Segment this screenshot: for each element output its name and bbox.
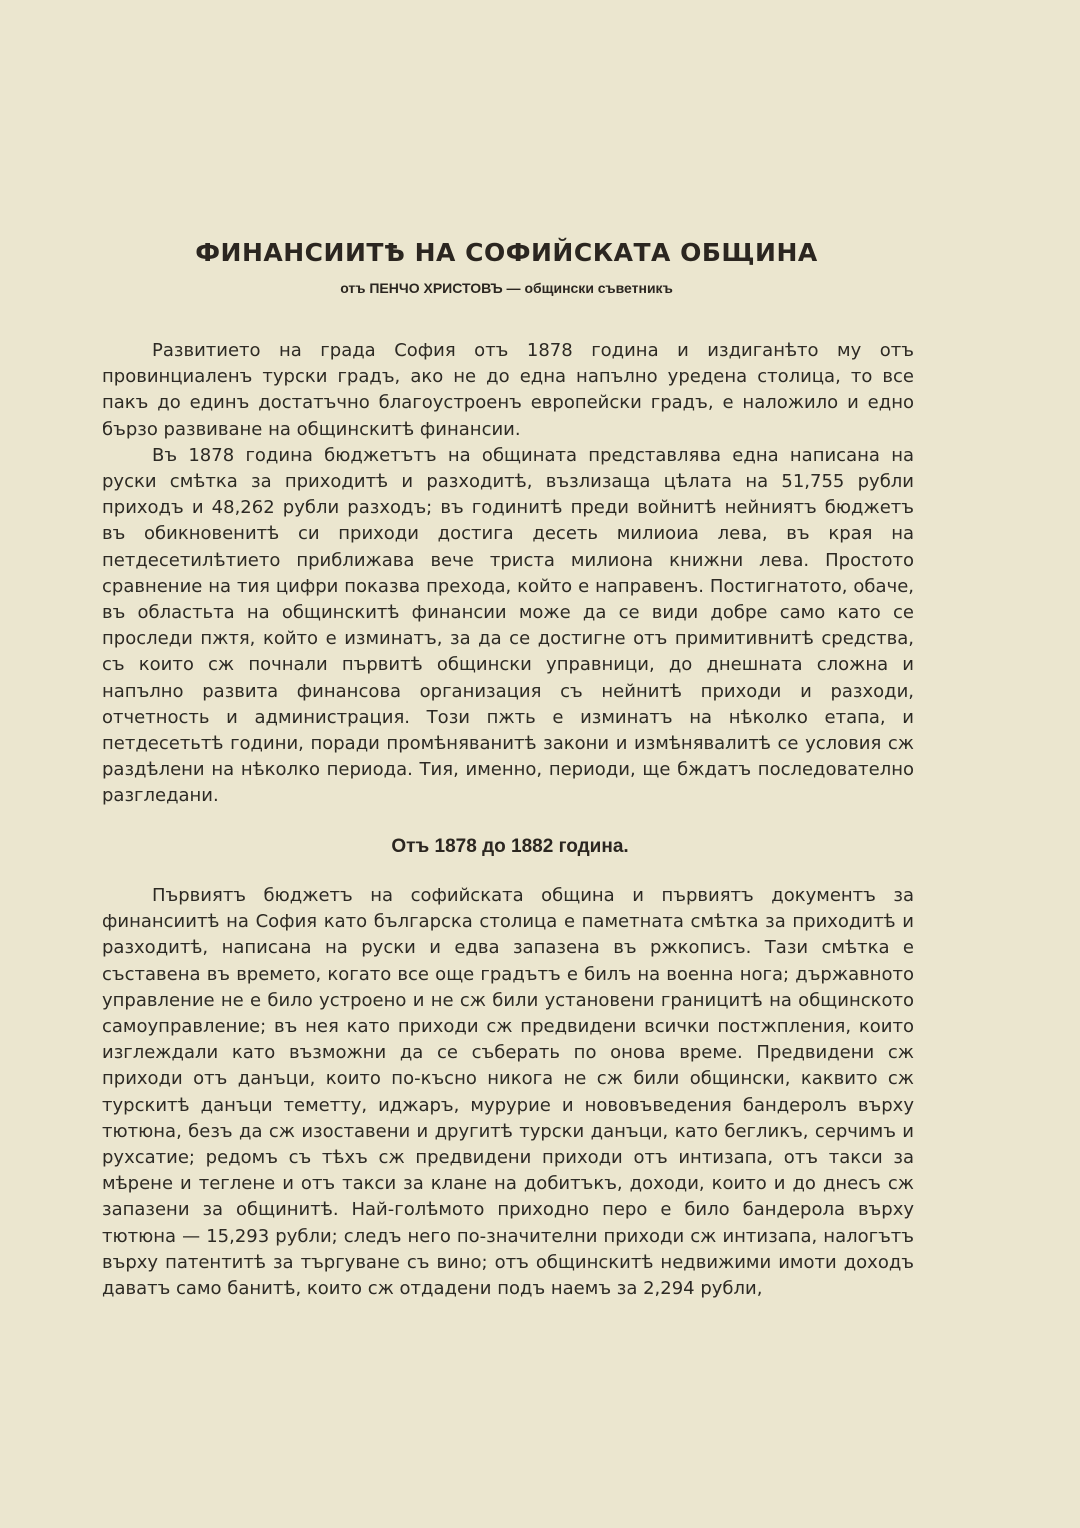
intro-text — [102, 338, 914, 810]
paragraph-budget-1878: Въ 1878 година бюджетътъ на общината представлява една написана на руски смѣтка за приходитѣ и разходитѣ, възлизаща цѣлата на 51,755 рубли приходъ и 48,262 рубли разходъ; въ годинитѣ преди войнитѣ нейниятъ бюджетъ въ обикновенитѣ си приходи достига десеть милиоиа лева, въ края на петдесетилѣтието приближава вече триста милиона книжни лева. Простото сравнение на тия цифри показва прехода, който е направенъ. Постигнатото, обаче, въ областьта на общинскитѣ финансии може да се види добре само като се проследи пжтя, който е изминатъ, за да се достигне отъ примитивнитѣ средства, съ които сж почнали първитѣ общински управници, до днешната сложна и напълно развита финансова организация съ нейнитѣ приходи и разходи, отчетность и администрация. Този пжть е изминатъ на нѣколко етапа, и петдесетьтѣ години, поради промѣняванитѣ закони и измѣнявалитѣ се условия сж раздѣлени на нѣколко периода. Тия, именно, периоди, ще бждатъ последователно разгледани. — [102, 444, 914, 807]
paragraph-first-budget: Първиятъ бюджетъ на софийската община и първиятъ документъ за финансиитѣ на София като българска столица е паметната смѣтка за приходитѣ и разходитѣ, написана на руски и едва запазена въ ржкописъ. Тази смѣтка е съставена въ времето, когато все още градътъ е билъ на военна нога; държавното управление не е било устроено и не сж били установени границитѣ на общинското самоуправление; въ нея като приходи сж предвидени всички постжпления, които изглеждали като възможни да се съберать по онова време. Предвидени сж приходи отъ данъци, които по-късно никога не сж били общински, каквито сж турскитѣ данъци теметту, иджаръ, мурурие и нововъведения бандеролъ върху тютюна, безъ да сж изоставени и другитѣ турски данъци, като бегликъ, серчимъ и рухсатие; редомъ съ тѣхъ сж предвидени приходи отъ интизапа, отъ такси за мѣрене и теглене и отъ такси за клане на добитъкъ, доходи, които и до днесъ сж запазени за общинитѣ. Най-голѣмото приходно перо е било бандерола върху тютюна — 15,293 рубли; следъ него по-значителни приходи сж интизапа, налогътъ върху патентитѣ за търгуване съ вино; отъ общинскитѣ недвижими имоти доходъ даватъ само банитѣ, които сж отдадени подъ наемъ за 2,294 рубли, — [102, 885, 914, 1300]
section-text — [102, 883, 914, 1302]
paragraph-intro: Развитието на града София отъ 1878 година и издиганѣто му отъ провинциаленъ турски градъ, ако не до една напълно уредена столица, то все пакъ до единъ достатъчно благоустроенъ европейски градъ, е наложило и едно бързо развиване на общинскитѣ финансии. — [102, 340, 914, 440]
article-byline: отъ ПЕНЧО ХРИСТОВЪ — общински съветникъ — [340, 280, 673, 296]
section-heading: Отъ 1878 до 1882 година. — [391, 836, 629, 857]
article-title: ФИНАНСИИТѢ НА СОФИЙСКАТА ОБЩИНА — [195, 238, 818, 267]
